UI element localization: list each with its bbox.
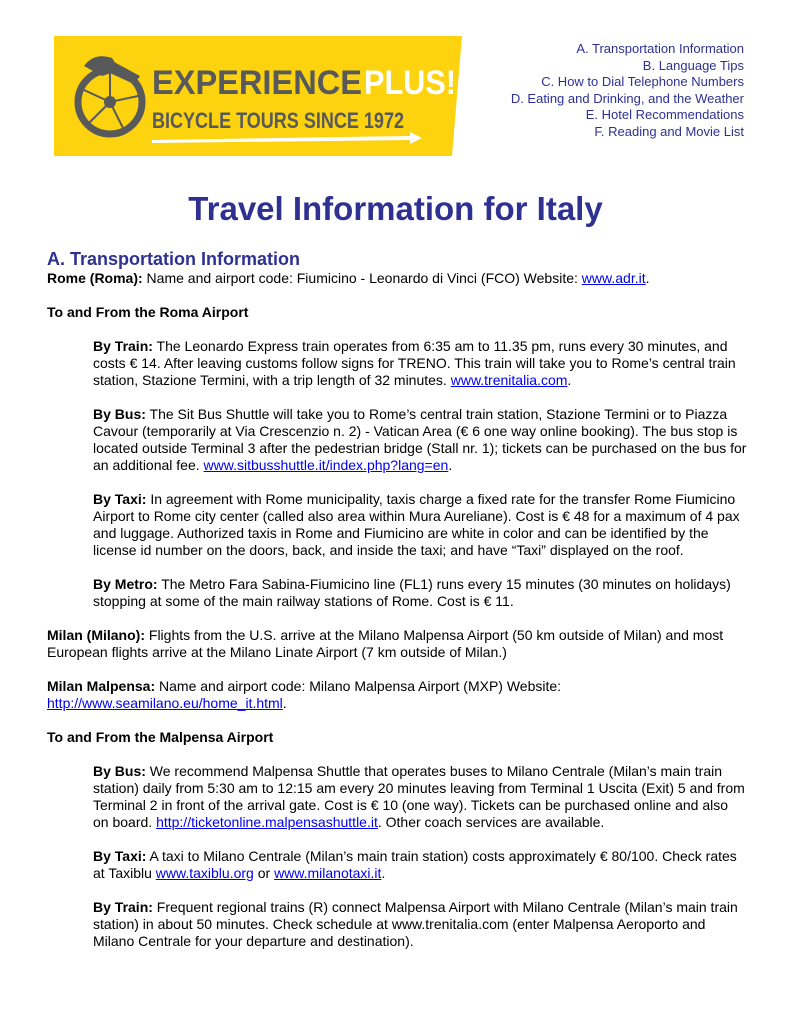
malpensa-taxi-label: By Taxi:	[93, 848, 147, 864]
malpensa-train-text: Frequent regional trains (R) connect Malpensa Airport with Milano Centrale (Milan’s main train station) in about 50 minutes. Check schedule at www.trenitalia.com (enter Malpensa Aeroporto and Milano Centrale for your departure and destination).	[93, 899, 738, 949]
rome-airport-heading-text: To and From the Roma Airport	[47, 304, 249, 320]
logo-brand-accent: PLUS!	[364, 64, 456, 102]
malpensa-label: Milan Malpensa:	[47, 678, 156, 694]
rome-text: Name and airport code: Fiumicino - Leonardo di Vinci (FCO) Website:	[142, 270, 582, 286]
malpensa-text: Name and airport code: Milano Malpensa Airport (MXP) Website:	[155, 678, 562, 694]
rome-train-tail: .	[567, 372, 572, 388]
taxiblu-link[interactable]: www.taxiblu.org	[155, 865, 254, 881]
rome-label: Rome (Roma):	[47, 270, 143, 286]
rome-bus-tail: .	[448, 457, 453, 473]
rome-metro-label: By Metro:	[93, 576, 158, 592]
table-of-contents	[511, 41, 744, 141]
rome-metro-text: The Metro Fara Sabina-Fiumicino line (FL1) runs every 15 minutes (30 minutes on holidays) stopping at some of the main railway stations of Rome. Cost is € 11.	[93, 576, 731, 609]
adr-link[interactable]: www.adr.it	[581, 270, 646, 286]
rome-airport-heading	[47, 304, 747, 321]
rome-train-paragraph	[47, 338, 747, 389]
milan-paragraph	[47, 627, 747, 661]
sitbusshuttle-link[interactable]: www.sitbusshuttle.it/index.php?lang=en	[203, 457, 449, 473]
malpensa-bus-text: We recommend Malpensa Shuttle that operates buses to Milano Centrale (Milan’s main train station) daily from 5:30 am to 12:15 am every 20 minutes leaving from Terminal 1 Uscita (Exit) 5 and from Terminal 2 in front of the arrival gate. Cost is € 10 (one way). Tickets can be purchased online and also on board.	[93, 763, 745, 830]
malpensa-train-paragraph	[47, 899, 747, 950]
malpensa-taxi-mid: or	[253, 865, 275, 881]
milan-text: Flights from the U.S. arrive at the Milano Malpensa Airport (50 km outside of Milan) and most European flights arrive at the Milano Linate Airport (7 km outside of Milan.)	[47, 627, 724, 660]
rome-metro-paragraph	[47, 576, 747, 610]
toc-item-telephone[interactable]: C. How to Dial Telephone Numbers	[541, 74, 744, 90]
logo-brand-main: EXPERIENCE	[152, 64, 362, 102]
logo-tagline: BICYCLE TOURS SINCE 1972	[152, 108, 404, 133]
malpensa-bus-tail: . Other coach services are available.	[377, 814, 605, 830]
toc-item-hotels[interactable]: E. Hotel Recommendations	[585, 107, 744, 123]
logo-graphic	[54, 36, 462, 156]
page-title: Travel Information for Italy	[188, 190, 603, 227]
malpensashuttle-link[interactable]: http://ticketonline.malpensashuttle.it	[156, 814, 378, 830]
toc-item-reading-movies[interactable]: F. Reading and Movie List	[594, 123, 744, 139]
seamilano-link[interactable]: http://www.seamilano.eu/home_it.html	[47, 695, 283, 711]
rome-taxi-label: By Taxi:	[93, 491, 147, 507]
malpensa-taxi-paragraph	[47, 848, 747, 882]
malpensa-airport-heading-text: To and From the Malpensa Airport	[47, 729, 274, 745]
rome-train-label: By Train:	[93, 338, 153, 354]
malpensa-tail: .	[282, 695, 287, 711]
malpensa-bus-label: By Bus:	[93, 763, 146, 779]
rome-tail: .	[645, 270, 650, 286]
milan-label: Milan (Milano):	[47, 627, 145, 643]
section-heading-transportation: A. Transportation Information	[47, 249, 301, 269]
experienceplus-logo[interactable]	[54, 36, 462, 156]
rome-bus-paragraph	[47, 406, 747, 474]
milanotaxi-link[interactable]: www.milanotaxi.it	[274, 865, 382, 881]
rome-train-text: The Leonardo Express train operates from 6:35 am to 11.35 pm, runs every 30 minutes, and costs € 14. After leaving customs follow signs for TRENO. This train will take you to Rome’s central train station, Stazione Termini, with a trip length of 32 minutes.	[93, 338, 736, 388]
rome-paragraph	[47, 270, 747, 287]
toc-item-language[interactable]: B. Language Tips	[642, 57, 744, 73]
rome-bus-text: The Sit Bus Shuttle will take you to Rome’s central train station, Stazione Termini or to Piazza Cavour (temporarily at Via Crescenzio n. 2) - Vatican Area (€ 6 one way online booking). The bus stop is located outside Terminal 3 after the pedestrian bridge (Stall nr. 1); tickets can be purchased on the bus for an additional fee.	[93, 406, 747, 473]
rome-bus-label: By Bus:	[93, 406, 146, 422]
trenitalia-link[interactable]: www.trenitalia.com	[450, 372, 568, 388]
malpensa-airport-heading	[47, 729, 747, 746]
malpensa-paragraph	[47, 678, 747, 712]
malpensa-taxi-text: A taxi to Milano Centrale (Milan’s main train station) costs approximately € 80/100. Check rates at Taxiblu	[93, 848, 737, 881]
toc-item-eating-weather[interactable]: D. Eating and Drinking, and the Weather	[510, 90, 744, 106]
malpensa-taxi-tail: .	[381, 865, 386, 881]
malpensa-train-label: By Train:	[93, 899, 153, 915]
rome-taxi-paragraph	[47, 491, 747, 559]
rome-taxi-text: In agreement with Rome municipality, taxis charge a fixed rate for the transfer Rome Fiumicino Airport to Rome city center (called also area within Mura Aureliane). Cost is € 48 for a maximum of 4 pax and luggage. Authorized taxis in Rome and Fiumicino are white in color and can be identified by the license id number on the doors, back, and inside the taxi; and have “Taxi” displayed on the roof.	[93, 491, 740, 558]
document-body	[47, 248, 747, 950]
malpensa-bus-paragraph	[47, 763, 747, 831]
toc-item-transportation[interactable]: A. Transportation Information	[576, 41, 744, 56]
